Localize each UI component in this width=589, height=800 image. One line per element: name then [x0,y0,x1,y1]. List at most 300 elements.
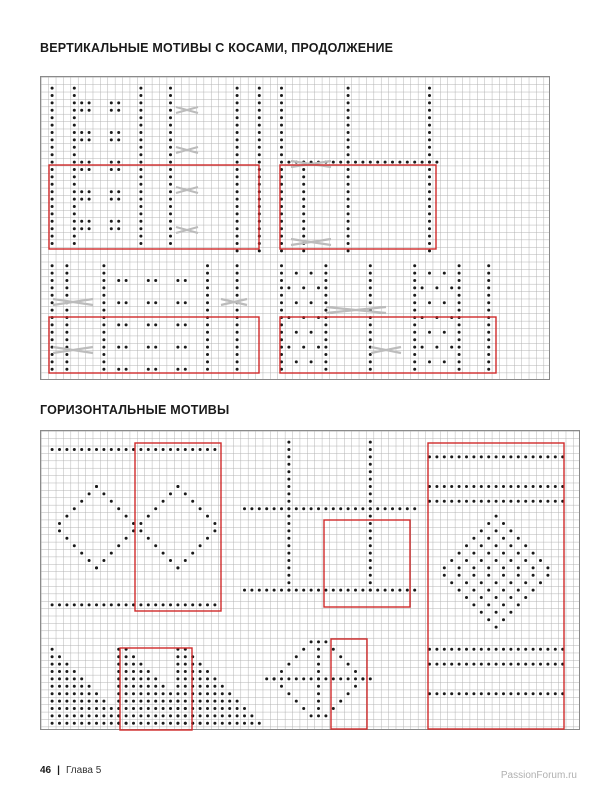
stitch-dot [51,714,54,717]
stitch-dot [280,87,283,90]
stitch-dot [287,507,290,510]
stitch-dot [317,707,320,710]
stitch-dot [354,507,357,510]
stitch-dot [73,116,76,119]
stitch-dot [302,346,305,349]
stitch-dot [154,707,157,710]
stitch-dot [184,368,187,371]
cable-cross [53,347,93,353]
stitch-dot [221,685,224,688]
stitch-dot [132,663,135,666]
stitch-dot [169,94,172,97]
stitch-dot [236,87,239,90]
stitch-dot [413,286,416,289]
stitch-dot [65,353,68,356]
stitch-dot [176,700,179,703]
stitch-dot [132,714,135,717]
stitch-dot [480,455,483,458]
stitch-dot [95,566,98,569]
cable-cross [221,299,247,305]
stitch-dot [51,700,54,703]
stitch-dot [199,670,202,673]
stitch-dot [369,522,372,525]
stitch-dot [302,589,305,592]
stitch-dot [310,301,313,304]
stitch-dot [73,227,76,230]
stitch-dot [102,264,105,267]
stitch-dot [125,677,128,680]
stitch-dot [236,198,239,201]
stitch-dot [236,309,239,312]
stitch-dot [236,264,239,267]
stitch-dot [384,507,387,510]
stitch-dot [125,692,128,695]
stitch-dot [302,677,305,680]
stitch-dot [125,537,128,540]
stitch-dot [258,116,261,119]
stitch-dot [495,626,498,629]
stitch-dot [65,279,68,282]
stitch-dot [110,707,113,710]
stitch-dot [554,455,557,458]
stitch-dot [502,537,505,540]
stitch-dot [132,670,135,673]
stitch-dot [421,346,424,349]
stitch-dot [199,692,202,695]
stitch-dot [176,655,179,658]
stitch-dot [206,360,209,363]
stitch-dot [73,190,76,193]
stitch-dot [147,515,150,518]
stitch-dot [517,566,520,569]
stitch-dot [154,448,157,451]
stitch-dot [480,559,483,562]
stitch-dot [162,685,165,688]
stitch-dot [139,101,142,104]
repeat-frame [324,520,410,607]
stitch-dot [176,663,179,666]
stitch-dot [443,566,446,569]
stitch-dot [546,566,549,569]
stitch-dot [450,663,453,666]
stitch-dot [191,448,194,451]
stitch-dot [236,272,239,275]
stitch-dot [117,279,120,282]
stitch-dot [421,161,424,164]
stitch-dot [280,94,283,97]
stitch-dot [295,331,298,334]
stitch-dot [176,670,179,673]
stitch-dot [147,707,150,710]
stitch-dot [546,455,549,458]
stitch-dot [302,183,305,186]
chapter-label: Глава 5 [65,765,102,776]
stitch-dot [58,700,61,703]
stitch-dot [206,346,209,349]
stitch-dot [347,175,350,178]
stitch-dot [369,323,372,326]
stitch-dot [450,581,453,584]
stitch-dot [213,714,216,717]
stitch-dot [184,685,187,688]
stitch-dot [339,677,342,680]
stitch-dot [487,500,490,503]
stitch-dot [369,264,372,267]
stitch-dot [58,722,61,725]
stitch-dot [154,279,157,282]
stitch-dot [139,109,142,112]
stitch-dot [273,507,276,510]
stitch-dot [435,500,438,503]
stitch-dot [139,692,142,695]
stitch-dot [139,161,142,164]
stitch-dot [347,242,350,245]
stitch-dot [65,309,68,312]
stitch-dot [324,279,327,282]
stitch-dot [458,272,461,275]
stitch-dot [502,589,505,592]
stitch-dot [487,552,490,555]
stitch-dot [369,272,372,275]
stitch-dot [524,581,527,584]
stitch-dot [176,722,179,725]
stitch-dot [295,700,298,703]
stitch-dot [228,707,231,710]
repeat-frame [331,639,367,729]
stitch-dot [139,700,142,703]
stitch-dot [332,707,335,710]
stitch-dot [125,670,128,673]
stitch-dot [139,138,142,141]
stitch-dot [184,603,187,606]
stitch-dot [487,346,490,349]
stitch-dot [317,655,320,658]
stitch-dot [472,574,475,577]
stitch-dot [310,589,313,592]
stitch-dot [317,640,320,643]
stitch-dot [80,168,83,171]
stitch-dot [169,714,172,717]
stitch-dot [236,242,239,245]
stitch-dot [502,566,505,569]
stitch-dot [546,485,549,488]
stitch-dot [472,566,475,569]
stitch-dot [250,714,253,717]
stitch-dot [139,529,142,532]
stitch-dot [413,264,416,267]
stitch-dot [58,692,61,695]
stitch-dot [154,368,157,371]
stitch-dot [532,552,535,555]
stitch-dot [458,279,461,282]
stitch-dot [51,309,54,312]
stitch-dot [347,227,350,230]
stitch-dot [347,116,350,119]
stitch-dot [435,161,438,164]
stitch-dot [435,286,438,289]
stitch-dot [435,455,438,458]
stitch-dot [554,648,557,651]
stitch-dot [236,700,239,703]
stitch-dot [532,455,535,458]
stitch-dot [443,301,446,304]
stitch-dot [73,94,76,97]
stitch-dot [169,492,172,495]
stitch-dot [102,707,105,710]
stitch-dot [428,360,431,363]
stitch-dot [125,448,128,451]
stitch-dot [472,455,475,458]
stitch-dot [58,603,61,606]
stitch-dot [384,161,387,164]
stitch-dot [206,353,209,356]
stitch-dot [236,331,239,334]
stitch-dot [443,272,446,275]
stitch-dot [458,648,461,651]
stitch-dot [191,552,194,555]
stitch-dot [95,722,98,725]
stitch-dot [176,707,179,710]
stitch-dot [51,368,54,371]
stitch-dot [354,685,357,688]
stitch-dot [169,212,172,215]
stitch-dot [102,309,105,312]
stitch-dot [391,589,394,592]
stitch-dot [139,190,142,193]
stitch-dot [324,360,327,363]
stitch-dot [287,529,290,532]
stitch-dot [347,235,350,238]
stitch-dot [295,507,298,510]
stitch-dot [73,183,76,186]
stitch-dot [206,309,209,312]
stitch-dot [428,146,431,149]
stitch-dot [517,537,520,540]
stitch-dot [65,286,68,289]
stitch-dot [88,168,91,171]
stitch-dot [487,360,490,363]
stitch-dot [176,323,179,326]
stitch-dot [176,685,179,688]
stitch-dot [287,441,290,444]
stitch-dot [509,692,512,695]
stitch-dot [199,700,202,703]
stitch-dot [509,500,512,503]
stitch-dot [110,131,113,134]
stitch-dot [184,700,187,703]
stitch-dot [169,161,172,164]
stitch-dot [361,507,364,510]
stitch-dot [73,220,76,223]
stitch-dot [317,685,320,688]
stitch-dot [280,109,283,112]
stitch-dot [472,589,475,592]
stitch-dot [162,714,165,717]
stitch-dot [125,663,128,666]
stitch-dot [154,507,157,510]
stitch-dot [88,707,91,710]
stitch-dot [184,559,187,562]
cable-cross [291,239,331,245]
stitch-dot [154,722,157,725]
stitch-dot [450,485,453,488]
repeat-frame [49,165,259,249]
stitch-dot [132,685,135,688]
stitch-dot [236,279,239,282]
stitch-dot [88,220,91,223]
stitch-dot [154,692,157,695]
stitch-dot [369,515,372,518]
stitch-dot [443,331,446,334]
stitch-dot [147,537,150,540]
stitch-dot [458,368,461,371]
stitch-dot [413,279,416,282]
stitch-dot [280,131,283,134]
stitch-dot [480,692,483,695]
stitch-dot [532,574,535,577]
stitch-dot [73,235,76,238]
stitch-dot [88,722,91,725]
stitch-dot [413,360,416,363]
stitch-dot [102,331,105,334]
stitch-dot [169,131,172,134]
stitch-dot [58,529,61,532]
stitch-dot [280,286,283,289]
stitch-dot [428,220,431,223]
stitch-dot [117,168,120,171]
stitch-dot [465,596,468,599]
stitch-dot [228,722,231,725]
stitch-dot [258,589,261,592]
stitch-dot [443,500,446,503]
stitch-dot [472,648,475,651]
stitch-dot [184,677,187,680]
stitch-dot [176,714,179,717]
stitch-dot [495,559,498,562]
stitch-dot [243,714,246,717]
stitch-dot [88,198,91,201]
stitch-dot [539,500,542,503]
stitch-dot [176,677,179,680]
stitch-dot [236,175,239,178]
stitch-dot [258,138,261,141]
stitch-dot [458,589,461,592]
stitch-dot [472,537,475,540]
stitch-dot [287,522,290,525]
stitch-dot [110,161,113,164]
stitch-dot [339,655,342,658]
stitch-dot [332,161,335,164]
stitch-dot [539,485,542,488]
stitch-dot [532,485,535,488]
footer-separator: | [57,765,60,776]
stitch-dot [265,677,268,680]
stitch-dot [73,101,76,104]
stitch-dot [369,529,372,532]
stitch-dot [147,448,150,451]
stitch-dot [458,294,461,297]
stitch-dot [487,574,490,577]
stitch-dot [58,522,61,525]
stitch-dot [480,663,483,666]
stitch-dot [139,235,142,238]
stitch-dot [295,677,298,680]
stitch-dot [487,309,490,312]
stitch-dot [480,500,483,503]
stitch-dot [80,448,83,451]
stitch-dot [495,544,498,547]
stitch-dot [169,138,172,141]
stitch-dot [102,301,105,304]
stitch-dot [487,566,490,569]
stitch-dot [287,589,290,592]
stitch-dot [524,485,527,488]
stitch-dot [80,101,83,104]
stitch-dot [236,353,239,356]
stitch-dot [317,714,320,717]
stitch-dot [324,368,327,371]
stitch-dot [502,485,505,488]
stitch-dot [428,116,431,119]
stitch-dot [554,500,557,503]
stitch-dot [369,589,372,592]
stitch-dot [487,331,490,334]
stitch-dot [228,692,231,695]
stitch-dot [546,574,549,577]
stitch-dot [280,507,283,510]
stitch-dot [169,168,172,171]
stitch-dot [95,485,98,488]
stitch-dot [495,648,498,651]
stitch-dot [398,589,401,592]
stitch-dot [428,198,431,201]
stitch-dot [369,360,372,363]
stitch-dot [206,301,209,304]
stitch-dot [509,529,512,532]
stitch-dot [487,338,490,341]
stitch-dot [139,227,142,230]
stitch-dot [428,94,431,97]
stitch-dot [236,294,239,297]
stitch-dot [376,507,379,510]
stitch-dot [154,323,157,326]
stitch-dot [73,670,76,673]
stitch-dot [287,663,290,666]
stitch-dot [236,138,239,141]
stitch-dot [206,264,209,267]
stitch-dot [287,544,290,547]
stitch-dot [139,663,142,666]
stitch-dot [509,611,512,614]
stitch-dot [458,566,461,569]
stitch-dot [317,663,320,666]
stitch-dot [287,161,290,164]
stitch-dot [117,448,120,451]
stitch-dot [213,448,216,451]
stitch-dot [80,707,83,710]
stitch-dot [450,286,453,289]
stitch-dot [324,589,327,592]
stitch-dot [413,323,416,326]
stitch-dot [65,368,68,371]
stitch-dot [199,714,202,717]
stitch-dot [80,700,83,703]
stitch-dot [428,183,431,186]
stitch-dot [347,190,350,193]
stitch-dot [58,714,61,717]
stitch-dot [162,722,165,725]
stitch-dot [472,485,475,488]
